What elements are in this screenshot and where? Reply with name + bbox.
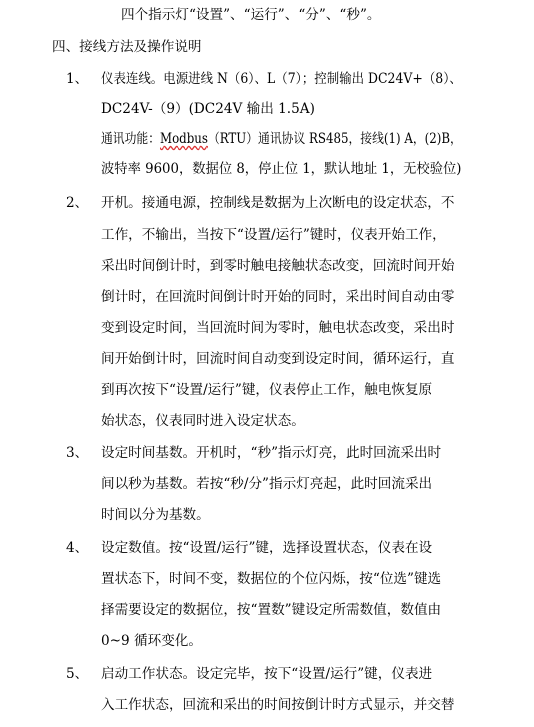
item-line: 择需要设定的数据位，按“置数”键设定所需数值，数值由	[101, 602, 442, 618]
item-line: 启动工作状态。设定完毕，按下“设置/运行”键，仪表进	[101, 666, 433, 682]
modbus-word: Modbus	[159, 131, 208, 147]
item-line: 设定时间基数。开机时，“秒”指示灯亮，此时回流采出时	[101, 445, 442, 461]
item-line: 间以秒为基数。若按“秒/分”指示灯亮起，此时回流采出	[101, 476, 433, 492]
item-line: DC24V-（9）(DC24V 输出 1.5A)	[101, 101, 315, 117]
comm-function-line	[101, 130, 462, 148]
item-line: 采出时间倒计时，到零时触电接触状态改变，回流时间开始	[101, 258, 455, 274]
comm-params-line: 波特率 9600，数据位 8，停止位 1，默认地址 1，无校验位)	[101, 161, 462, 177]
item-number: 4、	[66, 540, 89, 556]
item-line: 0~9 循环变化。	[101, 633, 202, 649]
indicator-lights-line: 四个指示灯“设置”、“运行”、“分”、“秒”。	[121, 7, 381, 23]
item-line: 设定数值。按“设置/运行”键，选择设置状态，仪表在设	[101, 540, 433, 556]
item-number: 2、	[66, 195, 89, 211]
item-line: 入工作状态，回流和采出的时间按倒计时方式显示，并交替	[101, 697, 455, 713]
item-number: 3、	[66, 445, 89, 461]
item-number: 1、	[66, 71, 89, 87]
item-line: 工作，不输出，当按下“设置/运行”键时，仪表开始工作，	[101, 227, 446, 243]
item-number: 5、	[66, 666, 89, 682]
comm-suffix: （RTU）通讯协议 RS485，接线(1) A，(2)B，	[207, 131, 462, 147]
item-line: 变到设定时间，当回流时间为零时，触电状态改变，采出时	[101, 320, 455, 336]
item-line: 仪表连线。电源进线 N（6）、L（7）；控制输出 DC24V+（8）、	[101, 71, 462, 87]
section-heading: 四、接线方法及操作说明	[52, 39, 202, 55]
comm-prefix: 通讯功能：	[101, 131, 160, 147]
item-line: 间开始倒计时，回流时间自动变到设定时间，循环运行，直	[101, 351, 455, 367]
item-line: 始状态，仪表同时进入设定状态。	[101, 413, 305, 429]
item-line: 到再次按下“设置/运行”键，仪表停止工作，触电恢复原	[101, 382, 433, 398]
item-line: 置状态下，时间不变，数据位的个位闪烁，按“位选”键选	[101, 571, 442, 587]
item-line: 开机。接通电源，控制线是数据为上次断电的设定状态，不	[101, 195, 455, 211]
item-line: 倒计时，在回流时间倒计时开始的同时，采出时间自动由零	[101, 289, 455, 305]
item-line: 时间以分为基数。	[101, 507, 210, 523]
